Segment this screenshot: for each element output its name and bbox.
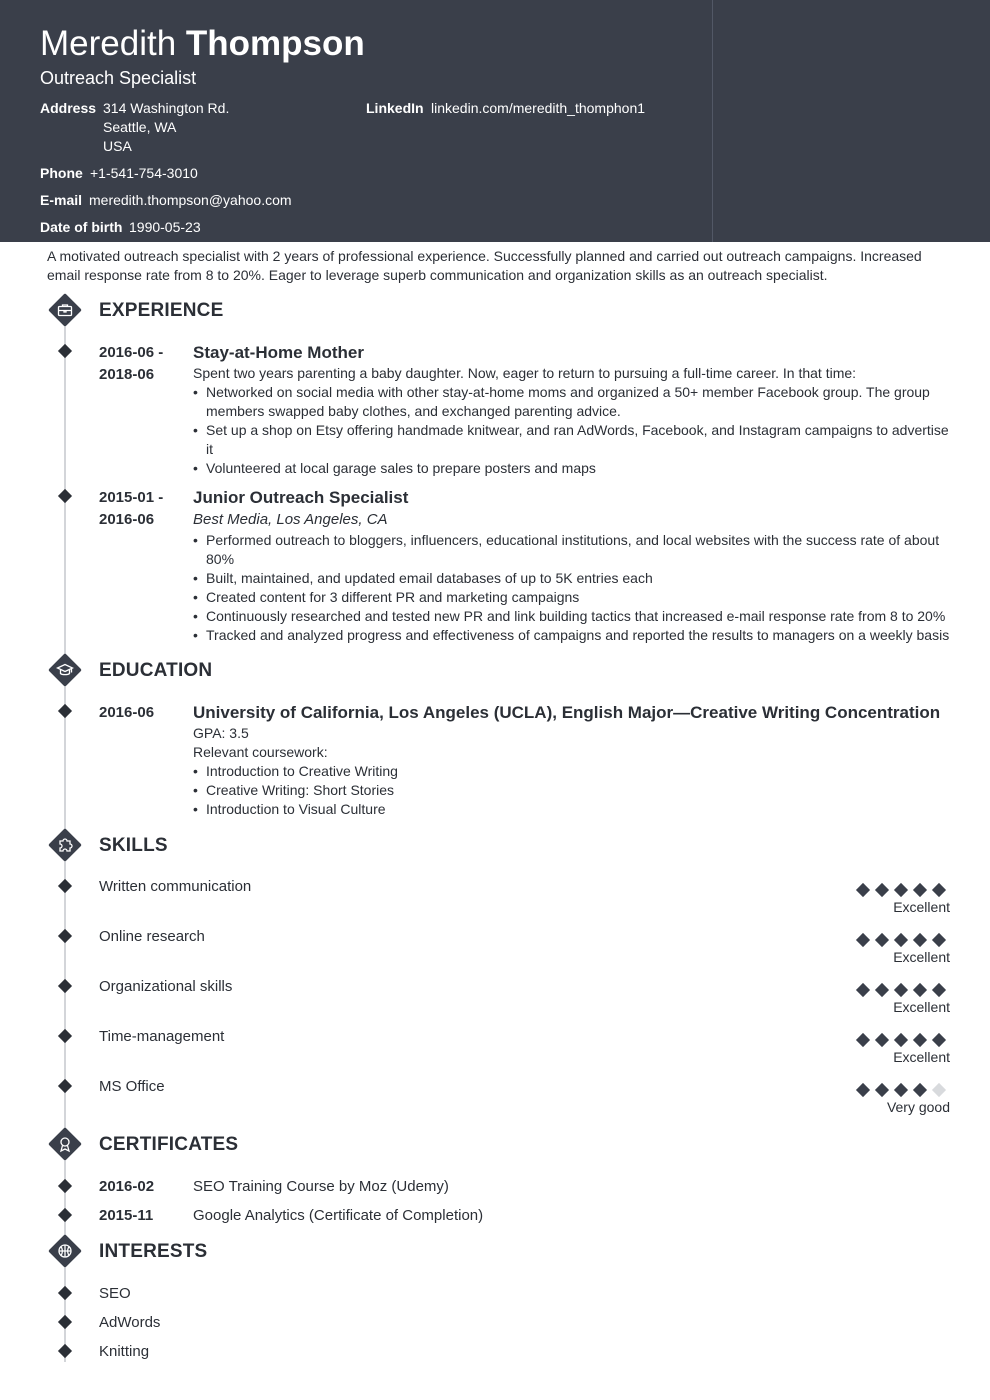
- skill-name: Online research: [99, 928, 205, 945]
- timeline-marker: [58, 489, 72, 503]
- course-item: • Introduction to Visual Culture: [193, 800, 953, 819]
- skill-name: Time-management: [99, 1028, 225, 1045]
- rating-diamond-filled: [913, 1083, 927, 1097]
- timeline-marker: [58, 1286, 72, 1300]
- timeline-marker: [58, 1029, 72, 1043]
- address-line: USA: [103, 138, 132, 154]
- candidate-name: [40, 24, 365, 64]
- course-item: • Creative Writing: Short Stories: [193, 781, 953, 800]
- address-field: [40, 99, 230, 154]
- skill-rating: [850, 980, 950, 1000]
- dob-label: Date of birth: [40, 219, 123, 235]
- skills-heading: SKILLS: [99, 835, 168, 856]
- timeline-marker: [58, 1208, 72, 1222]
- award-ribbon-icon: [48, 1127, 82, 1161]
- experience-entry: [193, 342, 953, 478]
- rating-diamond-filled: [894, 1083, 908, 1097]
- rating-diamond-filled: [856, 883, 870, 897]
- rating-diamond-filled: [875, 1033, 889, 1047]
- achievement-item: • Set up a shop on Etsy offering handmade knitwear, and ran AdWords, Facebook, and Instagram campaigns to advertise it: [193, 421, 953, 459]
- role-title: Junior Outreach Specialist: [193, 488, 409, 507]
- rating-diamond-filled: [856, 1083, 870, 1097]
- phone-field: [40, 164, 198, 183]
- interests-heading: INTERESTS: [99, 1241, 208, 1262]
- dob-value: 1990-05-23: [129, 219, 201, 235]
- address-line: Seattle, WA: [103, 119, 177, 135]
- role-title: Stay-at-Home Mother: [193, 343, 364, 362]
- skill-rating: [850, 1080, 950, 1100]
- timeline-marker: [58, 704, 72, 718]
- date-start: 2015-01 -: [99, 489, 164, 506]
- rating-diamond-filled: [856, 983, 870, 997]
- phone-label: Phone: [40, 165, 83, 181]
- email-field: [40, 191, 292, 210]
- skill-rating: [850, 880, 950, 900]
- rating-diamond-filled: [913, 983, 927, 997]
- education-date: 2016-06: [99, 704, 155, 721]
- email-value[interactable]: meredith.thompson@yahoo.com: [89, 192, 292, 208]
- rating-diamond-filled: [913, 933, 927, 947]
- rating-diamond-filled: [913, 1033, 927, 1047]
- skill-rating: [850, 930, 950, 950]
- rating-diamond-empty: [932, 1083, 946, 1097]
- timeline-marker: [58, 344, 72, 358]
- experience-date: [99, 487, 163, 531]
- certificate-name: Google Analytics (Certificate of Completion): [193, 1207, 484, 1224]
- timeline-marker: [58, 979, 72, 993]
- achievement-item: • Tracked and analyzed progress and effectiveness of campaigns and reported the results to managers on a weekly basis: [193, 626, 953, 645]
- linkedin-value[interactable]: linkedin.com/meredith_thomphon1: [431, 100, 646, 116]
- achievement-item: • Volunteered at local garage sales to prepare posters and maps: [193, 459, 953, 478]
- certificate-date: 2015-11: [99, 1207, 154, 1224]
- timeline-marker: [58, 1079, 72, 1093]
- achievement-list: [193, 531, 953, 645]
- resume-header: [0, 0, 990, 242]
- experience-date: [99, 342, 163, 386]
- achievement-item: • Built, maintained, and updated email databases of up to 5K entries each: [193, 569, 953, 588]
- skill-name: MS Office: [99, 1078, 165, 1095]
- coursework-label: Relevant coursework:: [193, 744, 328, 760]
- address-label: Address: [40, 100, 97, 116]
- rating-diamond-filled: [894, 883, 908, 897]
- date-end: 2016-06: [99, 511, 155, 528]
- briefcase-icon: [48, 293, 82, 327]
- interest-item: Knitting: [99, 1343, 150, 1360]
- linkedin-label: LinkedIn: [366, 100, 424, 116]
- timeline-marker: [58, 1344, 72, 1358]
- skill-level-label: Excellent: [893, 899, 950, 915]
- course-item: • Introduction to Creative Writing: [193, 762, 953, 781]
- skill-rating: [850, 1030, 950, 1050]
- coursework-list: [193, 762, 953, 819]
- dob-field: [40, 218, 201, 237]
- achievement-item: • Continuously researched and tested new PR and link building tactics that increased e-mail response rate from 8 to 20%: [193, 607, 953, 626]
- profile-summary: A motivated outreach specialist with 2 years of professional experience. Successfully planned and carried out outreach campaigns. Increased email response rate from 8 to 20%. Eager to leverage superb communication and organization skills as an outreach specialist.: [47, 248, 922, 283]
- first-name: Meredith: [40, 24, 177, 63]
- achievement-item: • Networked on social media with other stay-at-home moms and organized a 50+ member Facebook group. The group members swapped baby clothes, and exchanged parenting advice.: [193, 383, 953, 421]
- certificate-date: 2016-02: [99, 1178, 155, 1195]
- education-heading: EDUCATION: [99, 660, 213, 681]
- rating-diamond-filled: [856, 933, 870, 947]
- last-name: Thompson: [185, 24, 365, 63]
- timeline-marker: [58, 1179, 72, 1193]
- rating-diamond-filled: [875, 1083, 889, 1097]
- interest-item: AdWords: [99, 1314, 161, 1331]
- achievement-list: [193, 383, 953, 478]
- rating-diamond-filled: [894, 1033, 908, 1047]
- rating-diamond-filled: [932, 883, 946, 897]
- rating-diamond-filled: [856, 1033, 870, 1047]
- address-line: 314 Washington Rd.: [103, 100, 230, 116]
- rating-diamond-filled: [932, 1033, 946, 1047]
- job-title: Outreach Specialist: [40, 68, 197, 88]
- rating-diamond-filled: [913, 883, 927, 897]
- address-value: [103, 99, 229, 156]
- rating-diamond-filled: [875, 983, 889, 997]
- rating-diamond-filled: [894, 983, 908, 997]
- experience-entry: [193, 487, 953, 645]
- timeline-marker: [58, 1315, 72, 1329]
- linkedin-field: [366, 99, 646, 118]
- basketball-icon: [48, 1234, 82, 1268]
- skill-level-label: Excellent: [893, 949, 950, 965]
- timeline-marker: [58, 929, 72, 943]
- education-entry: [193, 702, 953, 819]
- gpa: GPA: 3.5: [193, 725, 249, 741]
- rating-diamond-filled: [875, 883, 889, 897]
- degree-title: University of California, Los Angeles (UCLA), English Major—Creative Writing Concentration: [193, 703, 941, 722]
- certificates-heading: CERTIFICATES: [99, 1134, 239, 1155]
- email-label: E-mail: [40, 192, 83, 208]
- achievement-item: • Created content for 3 different PR and marketing campaigns: [193, 588, 953, 607]
- date-start: 2016-06 -: [99, 344, 164, 361]
- timeline-marker: [58, 879, 72, 893]
- skill-level-label: Very good: [886, 1099, 950, 1115]
- skill-level-label: Excellent: [893, 1049, 950, 1065]
- certificate-name: SEO Training Course by Moz (Udemy): [193, 1178, 449, 1195]
- rating-diamond-filled: [932, 983, 946, 997]
- graduation-cap-icon: [48, 653, 82, 687]
- skill-level-label: Excellent: [893, 999, 950, 1015]
- interest-item: SEO: [99, 1285, 131, 1302]
- company-location: Best Media, Los Angeles, CA: [193, 511, 388, 528]
- header-divider: [712, 0, 713, 242]
- experience-heading: EXPERIENCE: [99, 300, 224, 321]
- role-description: Spent two years parenting a baby daughter. Now, eager to return to pursuing a full-time career. In that time:: [193, 365, 857, 381]
- puzzle-icon: [48, 828, 82, 862]
- skill-name: Organizational skills: [99, 978, 233, 995]
- achievement-item: • Performed outreach to bloggers, influencers, educational institutions, and local websites with the success rate of about 80%: [193, 531, 953, 569]
- phone-value: +1-541-754-3010: [90, 165, 198, 181]
- rating-diamond-filled: [932, 933, 946, 947]
- rating-diamond-filled: [894, 933, 908, 947]
- date-end: 2018-06: [99, 366, 155, 383]
- rating-diamond-filled: [875, 933, 889, 947]
- skill-name: Written communication: [99, 878, 252, 895]
